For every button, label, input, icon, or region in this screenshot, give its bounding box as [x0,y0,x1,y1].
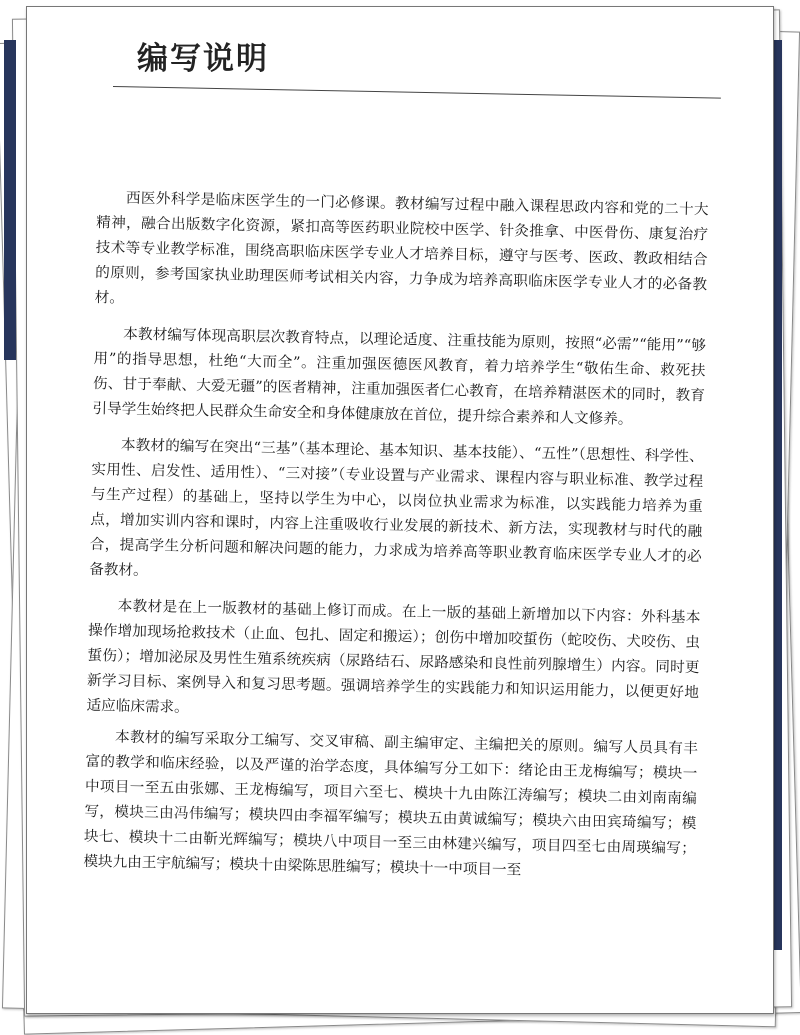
paragraph: 本教材的编写采取分工编写、交叉审稿、副主编审定、主编把关的原则。编写人员具有丰富的教学和临床经验，以及严谨的治学态度，具体编写分工如下：绪论由王龙梅编写；模块一中项目一至五由张娜、王龙梅编写，项目六至七、模块十九由陈江涛编写；模块二由刘南南编写，模块三由冯伟编写；模块四由李福军编写；模块五由黄诚编写；模块六由田宾琦编写；模块七、模块十二由靳光辉编写；模块八中项目一至三由林建兴编写，项目四至七由周瑛编写；模块九由王宇航编写；模块十由梁陈思胜编写；模块十一中项目一至 [83,728,698,879]
paragraph: 本教材是在上一版教材的基础上修订而成。在上一版的基础上新增加以下内容：外科基本操作增加现场抢救技术（止血、包扎、固定和搬运）；创伤中增加咬蜇伤（蛇咬伤、犬咬伤、虫蜇伤）；增加泌尿及男性生殖系统疾病（尿路结石、尿路感染和良性前列腺增生）内容。同时更新学习目标、案例导入和复习思考题。强调培养学生的实践能力和知识运用能力，以便更好地适应临床需求。 [86,597,701,716]
paragraph: 本教材编写体现高职层次教育特点，以理论适度、注重技能为原则，按照“必需”“能用”“够用”的指导思想，杜绝“大而全”。注重加强医德医风教育，着力培养学生“敬佑生命、救死扶伤、甘于奉献、大爱无疆”的医者精神，注重加强医者仁心教育，在培养精湛医术的同时，教育引导学生始终把人民群众生命安全和身体健康放在首位，提升综合素养和人文修养。 [92,325,707,428]
paragraph: 西医外科学是临床医学生的一门必修课。教材编写过程中融入课程思政内容和党的二十大精神，融合出版数字化资源，紧扣高等医药职业院校中医学、针灸推拿、中医骨伤、康复治疗技术等专业教学标准，围绕高职临床医学专业人才培养目标，遵守与医考、医政、教政相结合的原则，参考国家执业助理医师考试相关内容，力争成为培养高职临床医学专业人才的必备教材。 [94,189,709,307]
document-body [83,185,709,897]
book-spine-edge [4,40,16,360]
paragraph: 本教材的编写在突出“三基”（基本理论、基本知识、基本技能）、“五性”（思想性、科学性、实用性、启发性、适用性）、“三对接”（专业设置与产业需求、课程内容与职业标准、教学过程与生产过程）的基础上，坚持以学生为中心，以岗位执业需求为标准，以实践能力培养为重点，增加实训内容和课时，内容上注重吸收行业发展的新技术、新方法，实现教材与时代的融合，提高学生分析问题和解决问题的能力，力求成为培养高等职业教育临床医学专业人才的必备教材。 [89,436,704,580]
document-page [26,6,774,1014]
title-underline [113,86,721,99]
page-title: 编写说明 [137,41,269,77]
